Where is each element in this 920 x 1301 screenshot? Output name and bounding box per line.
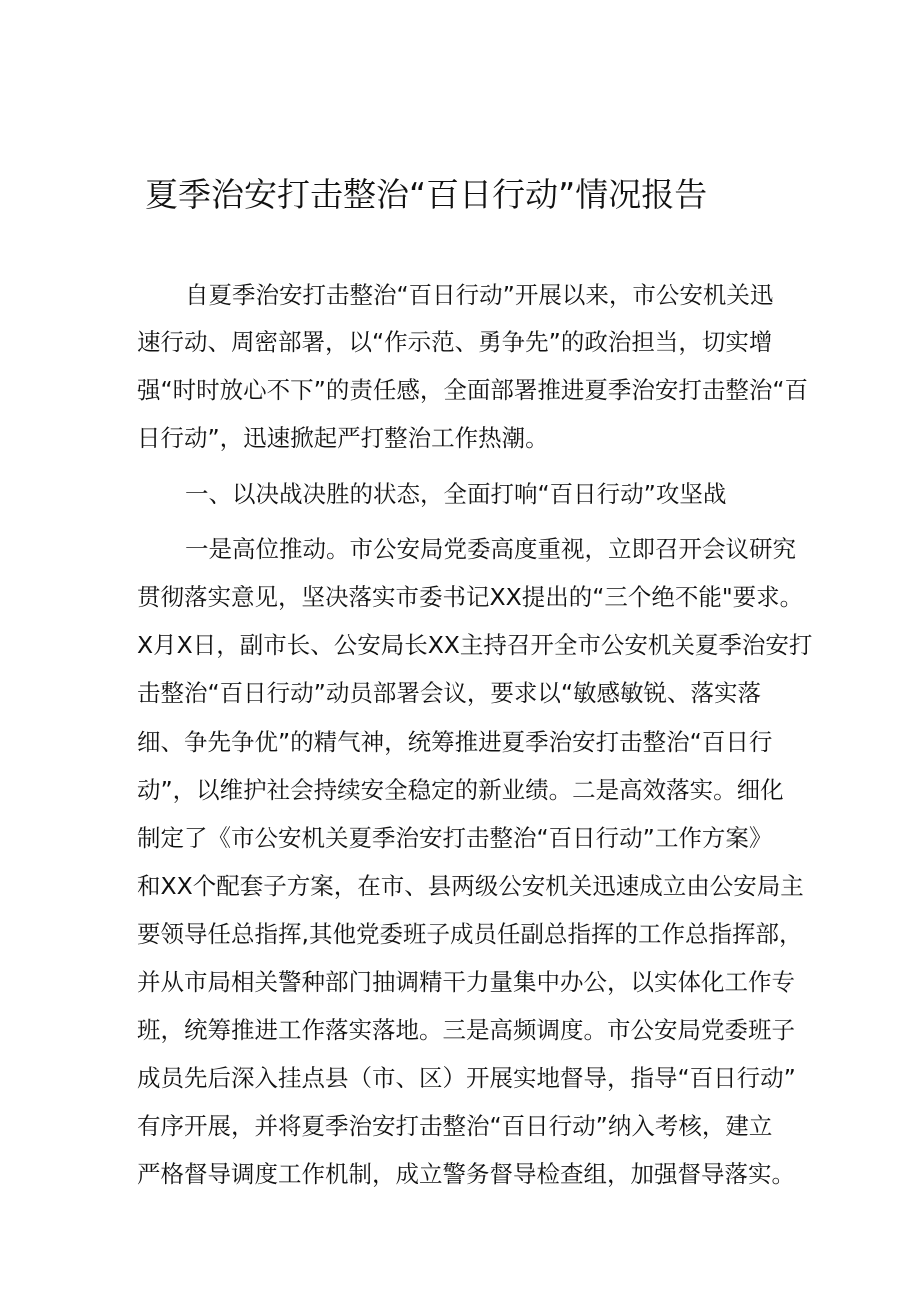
paragraph-line: 一是高位推动。市公安局党委高度重视，立即召开会议研究 [185, 535, 796, 563]
section-heading: 一、以决战决胜的状态，全面打响“百日行动”攻坚战 [185, 480, 727, 508]
paragraph-line: 日行动”，迅速掀起严打整治工作热潮。 [137, 424, 549, 452]
paragraph-line: 强“时时放心不下”的责任感，全面部署推进夏季治安打击整治“百 [137, 376, 809, 404]
paragraph-line: 贯彻落实意见，坚决落实市委书记XX提出的“三个绝不能"要求。 [137, 583, 804, 611]
paragraph-line: 和XX个配套子方案，在市、县两级公安机关迅速成立由公安局主 [137, 872, 804, 900]
paragraph-line: 动”，以维护社会持续安全稳定的新业绩。二是高效落实。细化 [137, 776, 784, 804]
paragraph-line: 击整治“百日行动”动员部署会议，要求以“敏感敏锐、落实落 [137, 679, 762, 707]
paragraph-line: 成员先后深入挂点县（市、区）开展实地督导，指导“百日行动” [137, 1064, 796, 1092]
document-title: 夏季治安打击整治“百日行动”情况报告 [145, 175, 708, 214]
paragraph-line: 速行动、周密部署，以“作示范、勇争先”的政治担当，切实增 [137, 328, 773, 356]
paragraph-line: 要领导任总指挥,其他党委班子成员任副总指挥的工作总指挥部， [137, 920, 803, 948]
paragraph-line: 自夏季治安打击整治“百日行动”开展以来，市公安机关迅 [185, 281, 774, 309]
paragraph-line: 班，统筹推进工作落实落地。三是高频调度。市公安局党委班子 [137, 1016, 795, 1044]
paragraph-line: X月X日，副市长、公安局长XX主持召开全市公安机关夏季治安打 [137, 631, 813, 659]
paragraph-line: 制定了《市公安机关夏季治安打击整治“百日行动”工作方案》 [137, 824, 773, 852]
paragraph-line: 严格督导调度工作机制，成立警务督导检查组，加强督导落实。 [137, 1160, 795, 1188]
paragraph-line: 细、争先争优”的精气神，统筹推进夏季治安打击整治“百日行 [137, 728, 773, 756]
paragraph-line: 有序开展，并将夏季治安打击整治“百日行动”纳入考核，建立 [137, 1112, 773, 1140]
paragraph-line: 并从市局相关警种部门抽调精干力量集中办公，以实体化工作专 [137, 968, 795, 996]
